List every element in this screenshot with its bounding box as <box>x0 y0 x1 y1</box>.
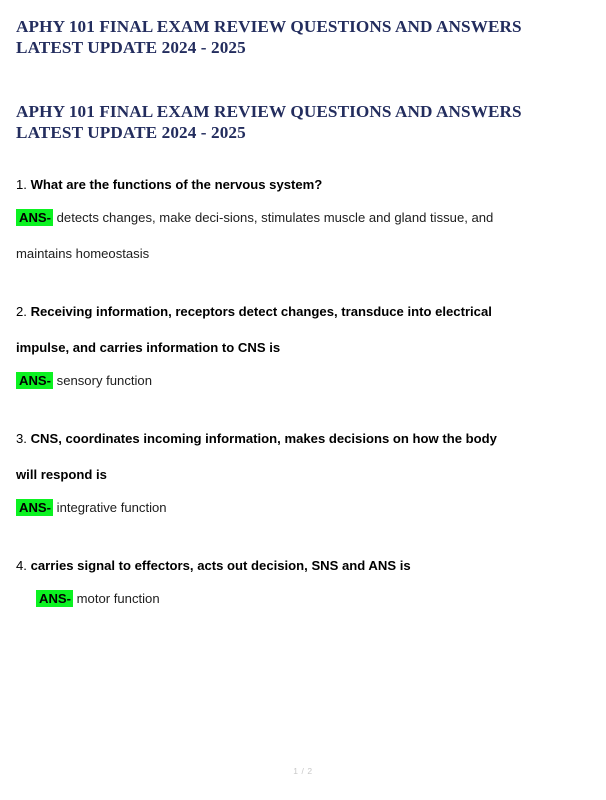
question-number-3: 3. <box>16 431 27 446</box>
question-number-2: 2. <box>16 304 27 319</box>
answer-line-2 <box>16 372 592 389</box>
question-number-4: 4. <box>16 558 27 573</box>
question-text-4 <box>16 557 592 574</box>
question-body-4: carries signal to effectors, acts out decision, SNS and ANS is <box>30 558 411 573</box>
answer-line-1 <box>16 209 592 262</box>
answer-text-3: integrative function <box>53 500 167 515</box>
qa-block-4 <box>16 557 592 607</box>
qa-block-2 <box>16 303 592 389</box>
question-body-2a: Receiving information, receptors detect changes, transduce into electrical <box>30 304 492 319</box>
question-text-2 <box>16 303 592 356</box>
question-number-1: 1. <box>16 177 27 192</box>
answer-row-2a <box>16 372 592 389</box>
question-body-3b: will respond is <box>16 467 107 482</box>
answer-line-4 <box>16 590 592 607</box>
answer-text-4: motor function <box>73 591 160 606</box>
question-body-3a: CNS, coordinates incoming information, makes decisions on how the body <box>30 431 497 446</box>
answer-text-1a: detects changes, make deci-sions, stimulates muscle and gland tissue, and <box>53 210 494 225</box>
qa-block-1 <box>16 176 592 262</box>
ans-label-2: ANS- <box>16 372 53 389</box>
ans-label-3: ANS- <box>16 499 53 516</box>
answer-text-1b: maintains homeostasis <box>16 246 150 261</box>
page-number-footer: 1 / 2 <box>293 766 313 776</box>
question-body-2b: impulse, and carries information to CNS is <box>16 340 281 355</box>
answer-row-3a <box>16 499 592 516</box>
question-text-1 <box>16 176 592 193</box>
question-text-3 <box>16 430 592 483</box>
answer-line-3 <box>16 499 592 516</box>
answer-row-4a <box>36 590 592 607</box>
answer-text-2: sensory function <box>53 373 152 388</box>
qa-block-3 <box>16 430 592 516</box>
document-title-primary: APHY 101 FINAL EXAM REVIEW QUESTIONS AND ANSWERS LATEST UPDATE 2024 - 2025 <box>16 17 522 57</box>
question-body-1: What are the functions of the nervous system? <box>30 177 323 192</box>
answer-row-1a <box>16 209 592 226</box>
ans-label-1: ANS- <box>16 209 53 226</box>
question-answer-list <box>0 176 606 607</box>
document-title-secondary: APHY 101 FINAL EXAM REVIEW QUESTIONS AND ANSWERS LATEST UPDATE 2024 - 2025 <box>16 102 522 142</box>
ans-label-4: ANS- <box>36 590 73 607</box>
